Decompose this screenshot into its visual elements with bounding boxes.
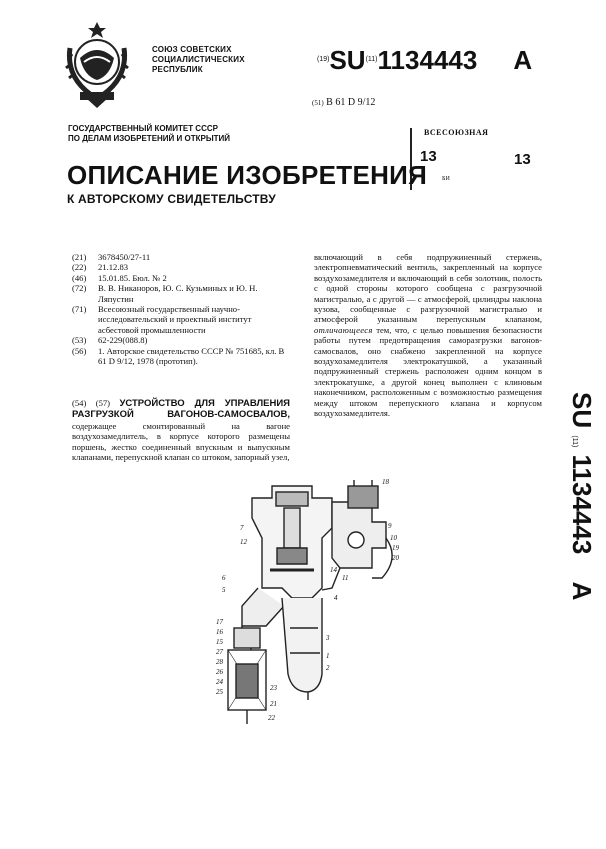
stamp-header: ВСЕСОЮЗНАЯ [424, 128, 489, 137]
drawing-label: 15 [216, 638, 223, 646]
drawing-label: 1 [326, 652, 330, 660]
inid-code: (56) [72, 345, 87, 356]
biblio-row [72, 346, 290, 367]
drawing-label: 28 [216, 658, 223, 666]
biblio-value: Всесоюзный государственный научно-исследовательский и проектный институт асбестовой промышленности [98, 304, 252, 335]
technical-drawing [216, 478, 402, 728]
drawing-label: 14 [330, 566, 337, 574]
biblio-row [72, 304, 290, 335]
patent-number: 1134443 [567, 454, 597, 555]
committee-name [68, 124, 230, 144]
inid-code: (53) [72, 335, 87, 346]
drawing-label: 16 [216, 628, 223, 636]
ussr-emblem [60, 18, 134, 110]
drawing-label: 19 [392, 544, 399, 552]
drawing-label: 5 [222, 586, 226, 594]
stamp-bottom: БИ [442, 176, 450, 182]
kind-code: A [513, 45, 533, 75]
inid-code: (72) [72, 283, 87, 294]
drawing-label: 18 [382, 478, 389, 486]
invention-title: УСТРОЙСТВО ДЛЯ УПРАВЛЕНИЯ РАЗГРУЗКОЙ ВАГОНОВ-САМОСВАЛОВ, [72, 398, 290, 421]
drawing-label: 17 [216, 618, 223, 626]
claim-text: тем, что, с целью повышения безопасности работы путем предотвращения саморазгрузки вагонов-самосвалов, оно снабжено закрепленной на корпусе воздухозамедлителя электрокатушкой, а указанный подпружиненный стержень расположен одним концом в электрокатушке, а другой конец выполнен с клиновым наконечником, расположенным с возможностью размещения между штоком перепускного клапана и корпусом воздухозамедлителя. [314, 324, 542, 419]
country-code: SU [329, 45, 366, 75]
claim-emphasis: отличающееся [314, 324, 373, 335]
claim-text: включающий в себя подпружиненный стержень, электропневматический вентиль, закрепленный на корпусе воздухозамедлителя и включающий в себя золотник, полость с одной стороны которого сообщена с разгрузочной магистралью, а с другой — с атмосферой, цилиндры наклона кузова, сообщенные с разгрузочной магистралью и атмосферой указанным перепускным клапаном, [314, 252, 542, 325]
drawing-label: 23 [270, 684, 277, 692]
biblio-value: 1. Авторское свидетельство СССР № 751685, кл. В 61 D 9/12, 1978 (прототип). [98, 345, 285, 367]
committee-line: ГОСУДАРСТВЕННЫЙ КОМИТЕТ СССР [68, 124, 218, 133]
claim-text: содержащее смонтированный на вагоне воздухозамедлитель, в корпусе которого размещены поршень, жестко соединенный впускным и выпускным клапанами, перепускной клапан со штоком, запорный узел, [72, 420, 290, 463]
drawing-label: 24 [216, 678, 223, 686]
inid-code: (54) (57) [72, 398, 111, 408]
kind-code: A [567, 581, 597, 601]
ipc-value: B 61 D 9/12 [326, 97, 376, 108]
inid-code: (71) [72, 304, 87, 315]
drawing-label: 26 [216, 668, 223, 676]
drawing-label: 21 [270, 700, 277, 708]
org-line: СОЮЗ СОВЕТСКИХ [152, 45, 232, 54]
vertical-patent-number [563, 392, 603, 672]
bibliographic-data [72, 252, 290, 366]
country-code: SU [567, 392, 597, 429]
biblio-row [72, 262, 290, 272]
inid-code: (11) [571, 435, 578, 448]
document-subtitle: К АВТОРСКОМУ СВИДЕТЕЛЬСТВУ [67, 192, 276, 206]
biblio-row [72, 273, 290, 283]
drawing-label: 12 [240, 538, 247, 546]
biblio-value: В. В. Никаноров, Ю. С. Кузьминых и Ю. Н. Ляпустин [98, 283, 258, 304]
drawing-label: 9 [388, 522, 392, 530]
biblio-value: 62-229(088.8) [98, 335, 148, 346]
drawing-label: 10 [390, 534, 397, 542]
biblio-value: 15.01.85. Бюл. № 2 [98, 272, 167, 283]
drawing-label: 22 [268, 714, 275, 722]
drawing-label: 7 [240, 524, 244, 532]
claim-left [72, 398, 290, 462]
patent-number: 1134443 [377, 45, 478, 75]
library-stamp [410, 128, 532, 190]
stamp-right: 13 [514, 151, 531, 168]
biblio-row [72, 252, 290, 262]
drawing-label: 27 [216, 648, 223, 656]
stamp-left: 13 [420, 148, 437, 165]
inid-code: (22) [72, 262, 87, 273]
org-line: РЕСПУБЛИК [152, 65, 203, 74]
claim-right [314, 252, 542, 419]
inid-code: (11) [365, 56, 378, 63]
biblio-value: 3678450/27-11 [98, 252, 151, 262]
ipc-classification [312, 97, 375, 108]
inid-code: (21) [72, 252, 87, 262]
biblio-row [72, 335, 290, 345]
country-name [152, 45, 245, 75]
biblio-row [72, 283, 290, 304]
drawing-label: 20 [392, 554, 399, 562]
inid-code: (19) [317, 56, 330, 63]
publication-number [317, 46, 532, 74]
drawing-label: 2 [326, 664, 330, 672]
inid-code: (51) [312, 99, 324, 107]
org-line: СОЦИАЛИСТИЧЕСКИХ [152, 55, 245, 64]
committee-line: ПО ДЕЛАМ ИЗОБРЕТЕНИЙ И ОТКРЫТИЙ [68, 134, 231, 143]
inid-code: (46) [72, 272, 87, 283]
drawing-label: 4 [334, 594, 338, 602]
biblio-value: 21.12.83 [98, 262, 129, 273]
drawing-label: 11 [342, 574, 349, 582]
drawing-label: 25 [216, 688, 223, 696]
drawing-label: 3 [326, 634, 330, 642]
document-title: ОПИСАНИЕ ИЗОБРЕТЕНИЯ [67, 160, 428, 190]
drawing-label: 6 [222, 574, 226, 582]
